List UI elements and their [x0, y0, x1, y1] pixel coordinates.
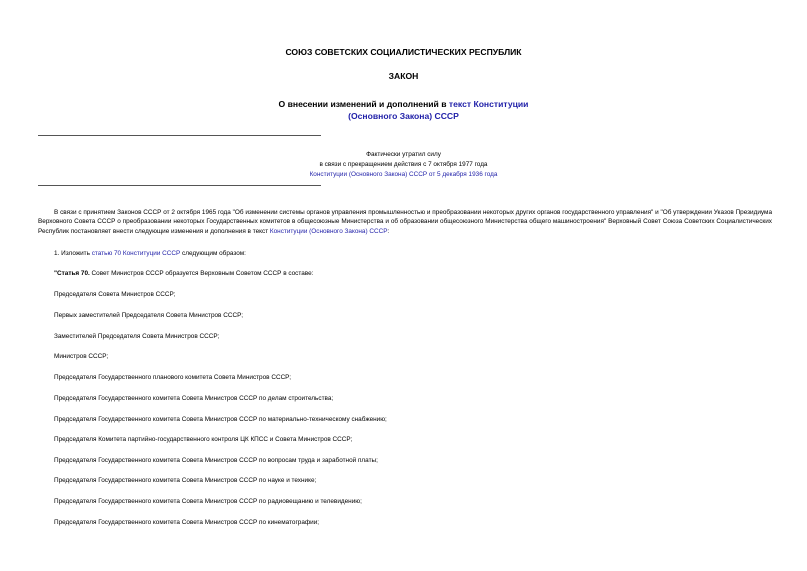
preamble-text: В связи с принятием Законов СССР от 2 октября 1965 года "Об изменении системы органов управления промышленностью и преобразовании некоторых других органов государственного управления" и "Об утверждении Указов Президиума Верховного Совета СССР о преобразовании некоторых Государственных комитетов в общесоюзные Министерства и об образовании общесоюзного Министерства общего машиностроения" Верховный Совет Союза Советских Социалистических Республик постановляет внести следующие изменения и дополнения в текст: [38, 209, 772, 235]
point-1: [54, 250, 246, 257]
divider-top: [38, 135, 321, 136]
law-title-prefix: О внесении изменений и дополнений в: [278, 99, 449, 109]
preamble-end: :: [387, 227, 390, 235]
constitution-text-link[interactable]: текст Конституции: [448, 99, 529, 109]
list-item: Председателя Государственного комитета Совета Министров СССР по вопросам труда и заработной платы;: [54, 457, 378, 464]
status-note: [0, 150, 807, 180]
list-item: Председателя Государственного комитета Совета Министров СССР по делам строительства;: [54, 395, 334, 402]
preamble-constitution-link[interactable]: Конституции (Основного Закона) СССР: [269, 227, 388, 235]
list-item: Председателя Государственного комитета Совета Министров СССР по радиовещанию и телевидению;: [54, 498, 362, 505]
article-70-link[interactable]: статью 70 Конституции СССР: [91, 250, 181, 257]
divider-bottom: [38, 185, 321, 186]
list-item: Председателя Совета Министров СССР;: [54, 291, 176, 298]
doc-type-heading: ЗАКОН: [388, 71, 419, 81]
list-item: Председателя Государственного комитета Совета Министров СССР по кинематографии;: [54, 519, 320, 526]
article-70-text: Совет Министров СССР образуется Верховным Советом СССР в составе:: [89, 270, 314, 277]
constitution-text-link-line2[interactable]: (Основного Закона) СССР: [348, 110, 459, 121]
list-item: Заместителей Председателя Совета Министров СССР;: [54, 333, 220, 340]
list-item: Председателя Государственного планового комитета Совета Министров СССР;: [54, 374, 292, 381]
point-1-prefix: 1. Изложить: [54, 250, 92, 257]
list-item: Председателя Комитета партийно-государственного контроля ЦК КПСС и Совета Министров СССР;: [54, 436, 353, 443]
list-item: Председателя Государственного комитета Совета Министров СССР по науке и технике;: [54, 477, 317, 484]
article-70-label: "Статья 70.: [54, 270, 90, 277]
status-note-line2: в связи с прекращением действия с 7 октября 1977 года: [319, 161, 488, 168]
union-heading: СОЮЗ СОВЕТСКИХ СОЦИАЛИСТИЧЕСКИХ РЕСПУБЛИК: [285, 47, 522, 57]
law-title: [0, 99, 807, 122]
status-note-line1: Фактически утратил силу: [366, 151, 441, 158]
point-1-suffix: следующим образом:: [180, 250, 246, 257]
list-item: Первых заместителей Председателя Совета Министров СССР;: [54, 312, 243, 319]
list-item: Министров СССР;: [54, 353, 109, 360]
preamble-paragraph: [38, 208, 772, 236]
status-note-link[interactable]: Конституции (Основного Закона) СССР от 5 декабря 1936 года: [309, 171, 498, 178]
list-item: Председателя Государственного комитета Совета Министров СССР по материально-техническому снабжению;: [54, 416, 387, 423]
article-70-heading: [54, 270, 313, 277]
